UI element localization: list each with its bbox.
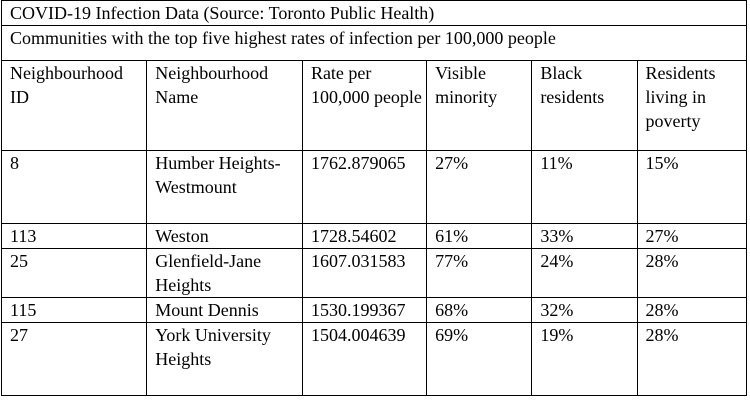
cell-poverty: 28% xyxy=(637,249,746,298)
header-neighbourhood-name: Neighbourhood Name xyxy=(147,61,303,151)
cell-black-residents: 32% xyxy=(532,298,637,323)
cell-black-residents: 33% xyxy=(532,224,637,249)
cell-visible-minority: 61% xyxy=(427,224,532,249)
cell-black-residents: 24% xyxy=(532,249,637,298)
table-row xyxy=(2,151,747,224)
table-subtitle: Communities with the top five highest rates of infection per 100,000 people xyxy=(2,26,747,61)
cell-name: Humber Heights-Westmount xyxy=(147,151,303,224)
cell-id: 115 xyxy=(2,298,147,323)
cell-name: Weston xyxy=(147,224,303,249)
cell-visible-minority: 27% xyxy=(427,151,532,224)
header-rate: Rate per 100,000 people xyxy=(302,61,426,151)
table-title: COVID-19 Infection Data (Source: Toronto Public Health) xyxy=(2,1,747,26)
cell-poverty: 27% xyxy=(637,224,746,249)
cell-visible-minority: 77% xyxy=(427,249,532,298)
cell-visible-minority: 68% xyxy=(427,298,532,323)
table-row xyxy=(2,249,747,298)
table-row xyxy=(2,224,747,249)
table-subtitle-row xyxy=(2,26,747,61)
header-black-residents: Black residents xyxy=(532,61,637,151)
cell-poverty: 28% xyxy=(637,298,746,323)
cell-id: 27 xyxy=(2,323,147,396)
cell-rate: 1728.54602 xyxy=(302,224,426,249)
header-visible-minority: Visible minority xyxy=(427,61,532,151)
cell-id: 8 xyxy=(2,151,147,224)
table-title-row xyxy=(2,1,747,26)
cell-rate: 1762.879065 xyxy=(302,151,426,224)
table-header-row xyxy=(2,61,747,151)
header-neighbourhood-id: Neighbourhood ID xyxy=(2,61,147,151)
cell-id: 25 xyxy=(2,249,147,298)
cell-poverty: 15% xyxy=(637,151,746,224)
cell-name: York University Heights xyxy=(147,323,303,396)
table-row xyxy=(2,323,747,396)
cell-name: Mount Dennis xyxy=(147,298,303,323)
header-poverty: Residents living in poverty xyxy=(637,61,746,151)
table-row xyxy=(2,298,747,323)
cell-rate: 1607.031583 xyxy=(302,249,426,298)
cell-black-residents: 19% xyxy=(532,323,637,396)
cell-black-residents: 11% xyxy=(532,151,637,224)
cell-poverty: 28% xyxy=(637,323,746,396)
cell-name: Glenfield-Jane Heights xyxy=(147,249,303,298)
covid-infection-table xyxy=(1,0,747,396)
cell-visible-minority: 69% xyxy=(427,323,532,396)
cell-rate: 1504.004639 xyxy=(302,323,426,396)
cell-rate: 1530.199367 xyxy=(302,298,426,323)
cell-id: 113 xyxy=(2,224,147,249)
